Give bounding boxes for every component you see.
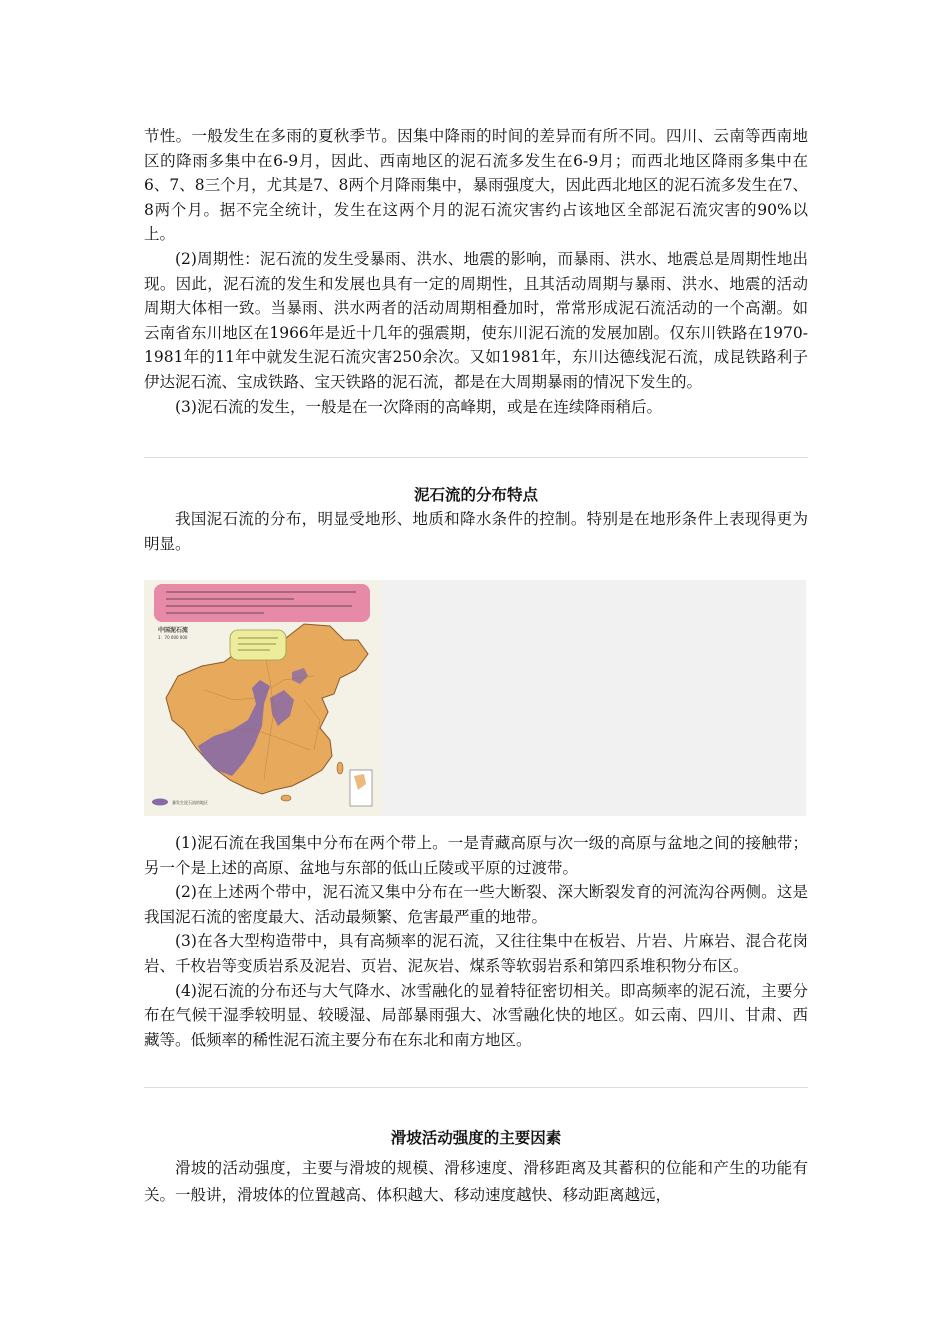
distribution-intro bbox=[144, 507, 808, 556]
seasonality-paragraph: 节性。一般发生在多雨的夏秋季节。因集中降雨的时间的差异而有所不同。四川、云南等西南地区的降雨多集中在6-9月，因此、西南地区的泥石流多发生在6-9月；而西北地区降雨多集中在6、7、8三个月，尤其是7、8两个月降雨集中，暴雨强度大，因此西北地区的泥石流多发生在7、8两个月。据不完全统计，发生在这两个月的泥石流灾害约占该地区全部泥石流灾害的90%以上。 bbox=[144, 127, 808, 244]
distribution-points bbox=[144, 831, 808, 1052]
point-4: (4)泥石流的分布还与大气降水、冰雪融化的显着特征密切相关。即高频率的泥石流，主要分布在气候干湿季较明显、较暖湿、局部暴雨强大、冰雪融化快的地区。如云南、四川、甘肃、西藏等。低频率的稀性泥石流主要分布在东北和南方地区。 bbox=[144, 981, 808, 1049]
landslide-paragraph: 滑坡的活动强度，主要与滑坡的规模、滑移速度、滑移距离及其蓄积的位能和产生的功能有关。一般讲，滑坡体的位置越高、体积越大、移动速度越快、移动距离越远， bbox=[144, 1159, 808, 1204]
point-1: (1)泥石流在我国集中分布在两个带上。一是青藏高原与次一级的高原与盆地之间的接触带；另一个是上述的高原、盆地与东部的低山丘陵或平原的过渡带。 bbox=[144, 834, 808, 877]
landslide-section bbox=[144, 1155, 808, 1209]
callout-box bbox=[154, 584, 370, 622]
periodicity-paragraph: (2)周期性：泥石流的发生受暴雨、洪水、地震的影响，而暴雨、洪水、地震总是周期性地出现。因此，泥石流的发生和发展也具有一定的周期性，且其活动周期与暴雨、洪水、地震的活动周期大体相一致。当暴雨、洪水两者的活动周期相叠加时，常常形成泥石流活动的一个高潮。如云南省东川地区在1966年是近十几年的强震期，使东川泥石流的发展加剧。仅东川铁路在1970-1981年的11年中就发生泥石流灾害250余次。又如1981年，东川达德线泥石流，成昆铁路利子伊达泥石流、宝成铁路、宝天铁路的泥石流，都是在大周期暴雨的情况下发生的。 bbox=[144, 249, 808, 391]
map-figure bbox=[144, 580, 806, 816]
section-divider-2 bbox=[144, 1087, 808, 1088]
point-3: (3)在各大型构造带中，具有高频率的泥石流，又往往集中在板岩、片岩、片麻岩、混合花岗岩、千枚岩等变质岩系及泥岩、页岩、泥灰岩、煤系等软弱岩系和第四系堆积物分布区。 bbox=[144, 932, 808, 975]
rainfall-peak-paragraph: (3)泥石流的发生，一般是在一次降雨的高峰期，或是在连续降雨稍后。 bbox=[175, 397, 662, 416]
note-box bbox=[230, 630, 286, 660]
china-debris-flow-map bbox=[144, 580, 382, 816]
legend-swatch bbox=[152, 799, 168, 806]
map-scale: 1：70 000 000 bbox=[158, 635, 188, 640]
legend-label: 暴发生泥石流的地区 bbox=[172, 800, 208, 805]
distribution-heading: 泥石流的分布特点 bbox=[413, 485, 538, 504]
seasonality-section bbox=[144, 124, 808, 419]
distribution-intro-paragraph: 我国泥石流的分布，明显受地形、地质和降水条件的控制。特别是在地形条件上表现得更为明显。 bbox=[144, 510, 808, 553]
section-divider bbox=[144, 457, 808, 458]
landslide-heading: 滑坡活动强度的主要因素 bbox=[390, 1128, 562, 1147]
point-2: (2)在上述两个带中，泥石流又集中分布在一些大断裂、深大断裂发育的河流沟谷两侧。这是我国泥石流的密度最大、活动最频繁、危害最严重的地带。 bbox=[144, 883, 808, 926]
map-title: 中国泥石流 bbox=[158, 627, 189, 634]
map-graphic bbox=[144, 580, 382, 816]
